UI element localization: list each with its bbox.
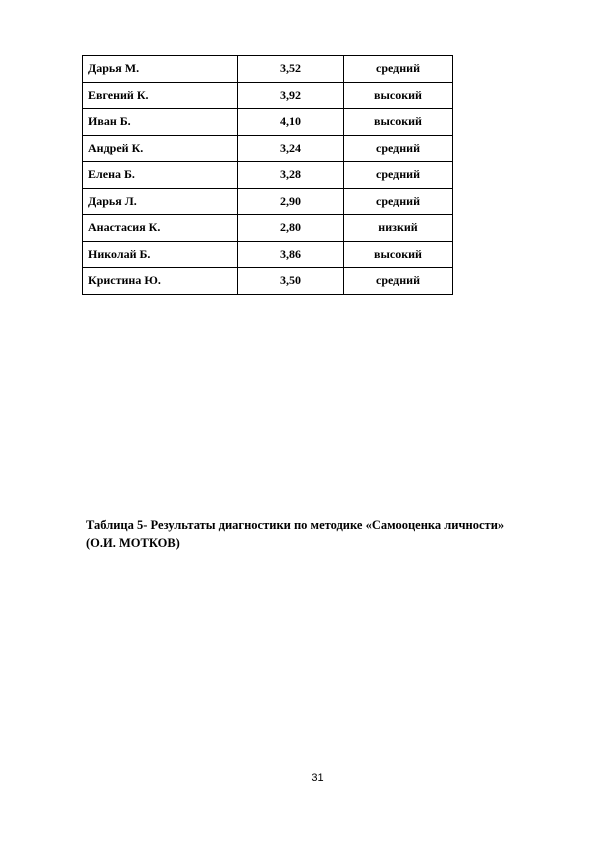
level-cell: высокий: [344, 82, 453, 109]
score-cell: 3,28: [238, 162, 344, 189]
student-name-cell: Андрей К.: [83, 135, 238, 162]
level-cell: низкий: [344, 215, 453, 242]
results-table-body: [83, 56, 453, 295]
table-row: [83, 162, 453, 189]
student-name-cell: Елена Б.: [83, 162, 238, 189]
table-row: [83, 268, 453, 295]
student-name-cell: Анастасия К.: [83, 215, 238, 242]
score-cell: 3,92: [238, 82, 344, 109]
table-row: [83, 215, 453, 242]
student-name-cell: Кристина Ю.: [83, 268, 238, 295]
results-table: [82, 55, 453, 295]
score-cell: 3,52: [238, 56, 344, 83]
score-cell: 4,10: [238, 109, 344, 136]
score-cell: 2,80: [238, 215, 344, 242]
student-name-cell: Дарья Л.: [83, 188, 238, 215]
score-cell: 3,24: [238, 135, 344, 162]
table-row: [83, 188, 453, 215]
student-name-cell: Иван Б.: [83, 109, 238, 136]
level-cell: средний: [344, 188, 453, 215]
table-row: [83, 135, 453, 162]
page-number: 31: [311, 772, 324, 784]
level-cell: средний: [344, 56, 453, 83]
student-name-cell: Дарья М.: [83, 56, 238, 83]
score-cell: 3,86: [238, 241, 344, 268]
score-cell: 3,50: [238, 268, 344, 295]
table-row: [83, 82, 453, 109]
level-cell: средний: [344, 162, 453, 189]
student-name-cell: Николай Б.: [83, 241, 238, 268]
level-cell: высокий: [344, 109, 453, 136]
table-row: [83, 109, 453, 136]
table-caption-line-1: Таблица 5- Результаты диагностики по методике «Самооценка личности»: [86, 518, 505, 532]
table-caption-line-2: (О.И. МОТКОВ): [86, 536, 180, 550]
level-cell: высокий: [344, 241, 453, 268]
table-row: [83, 241, 453, 268]
level-cell: средний: [344, 268, 453, 295]
table-row: [83, 56, 453, 83]
score-cell: 2,90: [238, 188, 344, 215]
table-caption: [86, 516, 566, 552]
level-cell: средний: [344, 135, 453, 162]
student-name-cell: Евгений К.: [83, 82, 238, 109]
